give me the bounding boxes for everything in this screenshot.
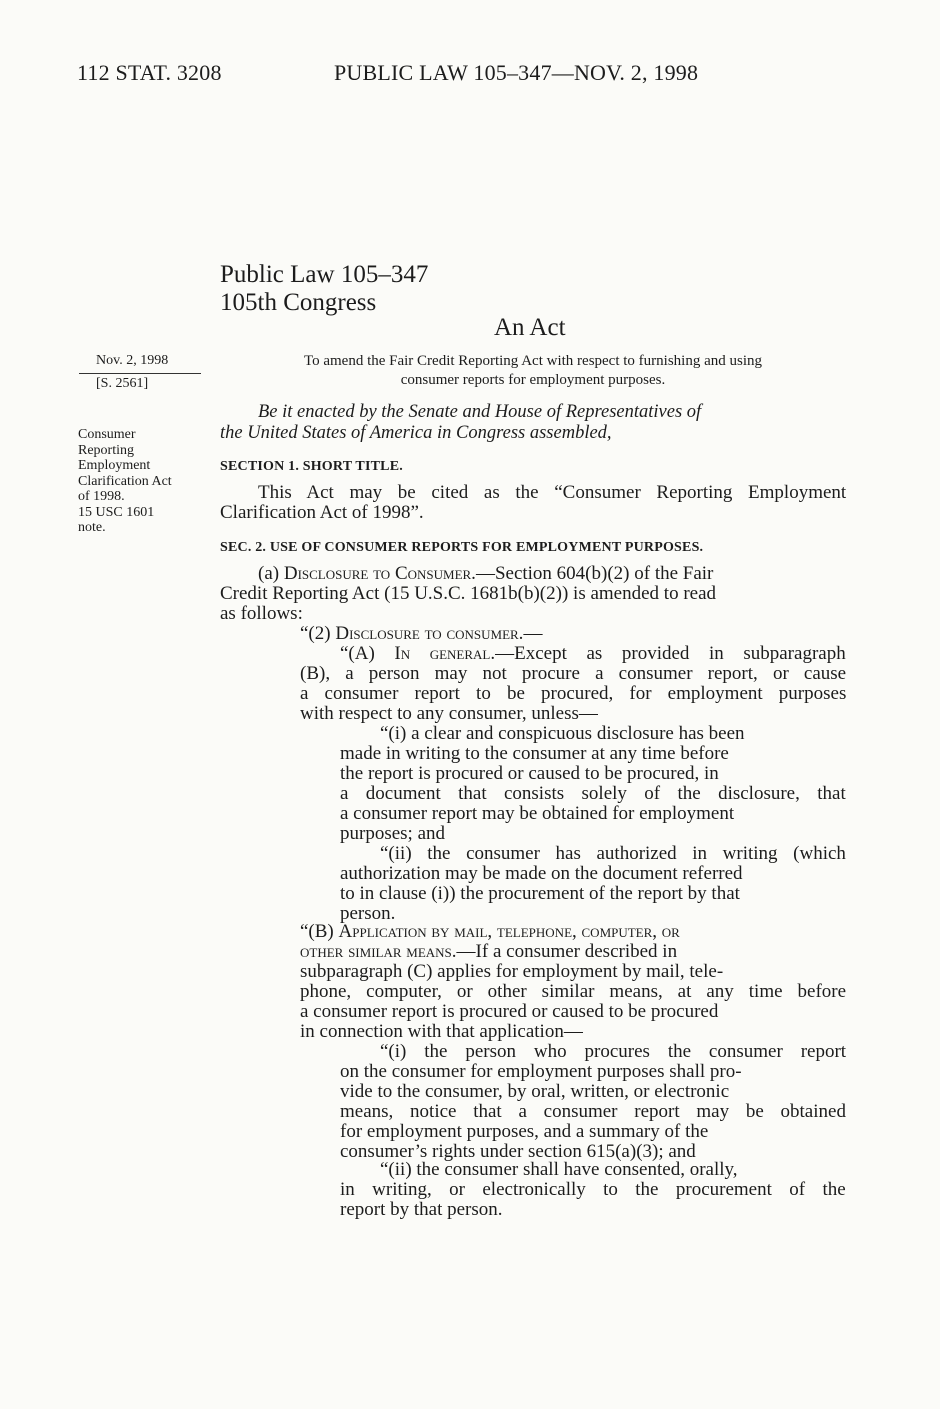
subparagraph-a-line: with respect to any consumer, unless— (300, 703, 598, 724)
section-1-text-line: This Act may be cited as the “Consumer Reporting Employment (258, 482, 847, 503)
clause-a-ii-line: “(ii) the consumer has authorized in writing (which (380, 843, 846, 864)
clause-b-ii-line: report by that person. (340, 1199, 503, 1220)
clause-b-i-line: on the consumer for employment purposes shall pro- (340, 1061, 742, 1082)
clause-a-i-line: “(i) a clear and conspicuous disclosure has been (380, 723, 745, 744)
clause-b-i-line: vide to the consumer, by oral, written, or electronic (340, 1081, 730, 1102)
enacting-clause-line: the United States of America in Congress assembled, (220, 423, 612, 443)
margin-note-line: Consumer (78, 427, 136, 442)
clause-a-i-line: the report is procured or caused to be procured, in (340, 763, 719, 784)
subparagraph-b-text: —If a consumer described in (456, 941, 678, 962)
subparagraph-b-line: phone, computer, or other similar means, at any time before (300, 981, 847, 1002)
subsection-a-caption: Disclosure to Consumer. (283, 563, 476, 584)
clause-b-i-line: means, notice that a consumer report may be obtained (340, 1101, 846, 1122)
paragraph-2-dash: — (523, 623, 543, 644)
clause-b-i-line: consumer’s rights under section 615(a)(3); and (340, 1141, 696, 1162)
margin-note-line: Reporting (78, 442, 134, 458)
paragraph-2-label: “(2) (300, 623, 336, 644)
subparagraph-b-line: in connection with that application— (300, 1021, 583, 1042)
subparagraph-a-caption: In general. (394, 643, 496, 664)
subparagraph-a-line (340, 644, 846, 664)
subparagraph-b-caption: other similar means. (300, 941, 457, 962)
margin-note-line: note. (78, 520, 106, 535)
subsection-a-text: —Section 604(b)(2) of the Fair (475, 563, 714, 584)
subparagraph-a-line: a consumer report to be procured, for employment purposes (300, 683, 847, 704)
subsection-a-line: Credit Reporting Act (15 U.S.C. 1681b(b)(2)) is amended to read (220, 583, 717, 604)
clause-b-ii-line: in writing, or electronically to the procurement of the (340, 1179, 846, 1200)
clause-b-ii-line: “(ii) the consumer shall have consented, orally, (380, 1159, 738, 1180)
an-act-heading: An Act (494, 314, 566, 341)
enacting-clause-line: Be it enacted by the Senate and House of Representatives of (258, 402, 702, 422)
page-header-stat: 112 STAT. 3208 (77, 60, 222, 85)
clause-a-ii-line: authorization may be made on the document referred (340, 863, 743, 884)
congress-label: 105th Congress (220, 289, 377, 316)
subparagraph-a-text: —Except as provided in subparagraph (495, 643, 846, 664)
subparagraph-b-line (300, 922, 680, 942)
sidebar-bill-number: [S. 2561] (96, 376, 149, 391)
subparagraph-b-line: subparagraph (C) applies for employment by mail, tele- (300, 961, 724, 982)
clause-a-i-line: a consumer report may be obtained for employment (340, 803, 735, 824)
section-1-heading: SECTION 1. SHORT TITLE. (220, 459, 403, 474)
subparagraph-b-line (300, 942, 677, 962)
subparagraph-b-line: a consumer report is procured or caused to be procured (300, 1001, 719, 1022)
page-header-law: PUBLIC LAW 105–347—NOV. 2, 1998 (334, 60, 699, 85)
clause-a-i-line: a document that consists solely of the disclosure, that (340, 783, 846, 804)
subparagraph-a-line: (B), a person may not procure a consumer report, or cause (300, 663, 847, 684)
paragraph-2-heading (300, 624, 542, 644)
clause-a-ii-line: to in clause (i)) the procurement of the report by that (340, 883, 740, 904)
clause-b-i-line: for employment purposes, and a summary of the (340, 1121, 709, 1142)
margin-note-line: of 1998. (78, 489, 125, 504)
sidebar-margin-note (78, 427, 172, 536)
subparagraph-a-label: “(A) (340, 643, 395, 664)
clause-a-i-line: purposes; and (340, 823, 446, 844)
subsection-a-line: as follows: (220, 603, 303, 624)
margin-note-line: 15 USC 1601 (78, 504, 155, 520)
section-1-text-line: Clarification Act of 1998”. (220, 502, 424, 523)
clause-a-ii-line: person. (340, 903, 396, 924)
section-2-heading: SEC. 2. USE OF CONSUMER REPORTS FOR EMPLOYMENT PURPOSES. (220, 540, 704, 555)
sidebar-divider (79, 373, 201, 374)
subsection-a-line (258, 564, 713, 584)
purpose-line: consumer reports for employment purposes. (400, 372, 666, 388)
subparagraph-b-label: “(B) (300, 921, 339, 942)
sidebar-date: Nov. 2, 1998 (96, 353, 169, 368)
public-law-title: Public Law 105–347 (220, 261, 429, 288)
subsection-a-label: (a) (258, 563, 284, 584)
subparagraph-b-caption: Application by mail, telephone, computer, or (338, 921, 680, 942)
clause-a-i-line: made in writing to the consumer at any time before (340, 743, 729, 764)
margin-note-line: Clarification Act (78, 473, 172, 489)
paragraph-2-caption: Disclosure to consumer. (335, 623, 524, 644)
purpose-line: To amend the Fair Credit Reporting Act with respect to furnishing and using (303, 353, 763, 369)
margin-note-line: Employment (78, 458, 151, 473)
clause-b-i-line: “(i) the person who procures the consumer report (380, 1041, 847, 1062)
